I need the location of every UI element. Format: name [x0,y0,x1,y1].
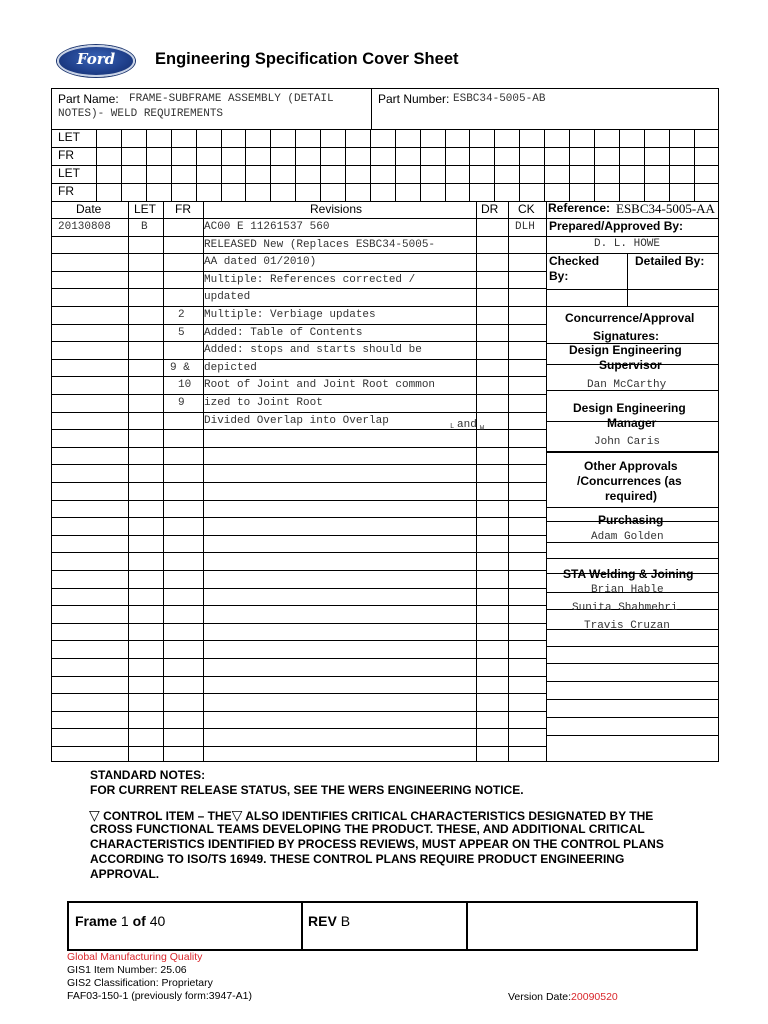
other-approvals-label-1: Other Approvals [584,459,678,473]
spec-form [51,88,719,762]
revision-fr: 10 [178,379,192,391]
sta-label: STA Welding & Joining [563,567,694,581]
revision-text: Root of Joint and Joint Root common [204,379,436,391]
revision-text: AA dated 01/2010) [204,256,317,268]
overlap-sub-l: L [450,423,455,431]
col-ck-header: CK [518,202,535,216]
footer-gis1: GIS1 Item Number: 25.06 [67,964,187,976]
other-approvals-label-2: /Concurrences (as [577,474,682,488]
checked-label-1: Checked [549,254,600,268]
control-symbol-icon: ▽ [89,807,100,823]
part-number-label: Part Number: [378,92,450,106]
part-name-value-2: NOTES)- WELD REQUIREMENTS [58,108,224,120]
reference-value: ESBC34-5005-AA [616,201,715,216]
part-name-label: Part Name: [58,92,119,106]
rev-value [308,913,350,929]
col-dr-header: DR [481,202,499,216]
revision-fr: 2 [178,309,185,321]
revision-fr: 9 & [170,362,190,374]
design-supervisor-label-2: Supervisor [599,358,662,372]
footer-quality: Global Manufacturing Quality [67,951,203,963]
revision-fr: 9 [178,397,185,409]
standard-notes-title: STANDARD NOTES: [90,768,206,782]
let-fr-label: LET [58,166,81,180]
revision-text: AC00 E 11261537 560 [204,221,330,233]
footer-gis2: GIS2 Classification: Proprietary [67,977,213,989]
revision-text: ized to Joint Root [204,397,323,409]
overlap-and [457,419,484,431]
revision-ck: DLH [515,221,535,233]
frame-of: of [132,913,146,929]
concurrence-label-1: Concurrence/Approval [565,311,695,325]
ford-logo [57,45,135,77]
frame-current: 1 [120,913,129,929]
revision-text: RELEASED New (Replaces ESBC34-5005- [204,239,436,251]
detailed-label: Detailed By: [635,254,705,268]
concurrence-label-2: Signatures: [593,329,660,343]
let-fr-label: FR [58,184,74,198]
revision-text: Added: stops and starts should be [204,344,422,356]
footer-form: FAF03-150-1 (previously form:3947-A1) [67,990,252,1002]
design-supervisor-name: Dan McCarthy [587,379,667,391]
checked-label-2: By: [549,269,569,283]
revision-date: 20130808 [58,221,111,233]
prepared-label: Prepared/Approved By: [549,219,684,233]
revision-text: Multiple: References corrected / [204,274,416,286]
part-number-value: ESBC34-5005-AB [453,93,546,105]
revision-text: depicted [204,362,257,374]
version-date: 20090520 [571,991,618,1003]
other-approvals-label-3: required) [605,489,658,503]
revision-let: B [141,221,148,233]
standard-notes-text: FOR CURRENT RELEASE STATUS, SEE THE WERS ENGINEERING NOTICE. [90,783,524,797]
sta-name-1: Brian Hable [591,584,664,596]
design-manager-label-1: Design Engineering [573,401,686,415]
control-item-line-2: CROSS FUNCTIONAL TEAMS DEVELOPING THE PRODUCT. THESE, AND ADDITIONAL CRITICAL [90,822,645,836]
control-item-text-a: CONTROL ITEM – THE [103,809,232,823]
frame-box [67,901,698,951]
part-name-value-1: FRAME-SUBFRAME ASSEMBLY (DETAIL [129,93,334,105]
revision-fr: 5 [178,327,185,339]
prepared-value: D. L. HOWE [594,238,661,250]
ford-logo-text: Ford [76,50,116,68]
control-item-line-4: ACCORDING TO ISO/TS 16949. THESE CONTROL PLANS REQUIRE PRODUCT ENGINEERING [90,852,625,866]
footer-version [508,991,618,1003]
col-date-header: Date [76,202,102,216]
design-supervisor-label-1: Design Engineering [569,343,682,357]
frame-label: Frame [75,913,118,929]
let-fr-label: FR [58,148,74,162]
purchasing-name: Adam Golden [591,531,664,543]
reference-label: Reference: [548,201,611,215]
control-item-line-5: APPROVAL. [90,867,160,881]
rev-letter: B [340,913,351,929]
control-item-line-3: CHARACTERISTICS IDENTIFIED BY PROCESS REVIEWS, MUST APPEAR ON THE CONTROL PLANS [90,837,664,851]
frame-total: 40 [149,913,166,929]
control-symbol-icon-2: ▽ [231,807,243,823]
design-manager-name: John Caris [594,436,661,448]
overlap-sub-w: W [479,425,485,433]
col-let-header: LET [134,202,157,216]
sta-name-3: Travis Cruzan [584,620,670,632]
frame-count [75,913,165,929]
purchasing-label: Purchasing [598,513,664,527]
revision-text: updated [204,291,251,303]
revision-text: Divided Overlap into Overlap [204,415,389,427]
revision-text: Added: Table of Contents [204,327,363,339]
revision-text: Multiple: Verbiage updates [204,309,376,321]
overlap-and-text: and [457,419,477,431]
sta-name-2: Sunita Shahmehri [572,602,678,614]
version-label: Version Date: [508,991,572,1003]
page-title: Engineering Specification Cover Sheet [155,50,459,68]
rev-label: REV [308,913,337,929]
control-item-text-b: ALSO IDENTIFIES CRITICAL CHARACTERISTICS DESIGNATED BY THE [245,809,654,823]
col-revisions-header: Revisions [310,202,363,216]
design-manager-label-2: Manager [607,416,657,430]
let-fr-label: LET [58,130,81,144]
col-fr-header: FR [175,202,191,216]
